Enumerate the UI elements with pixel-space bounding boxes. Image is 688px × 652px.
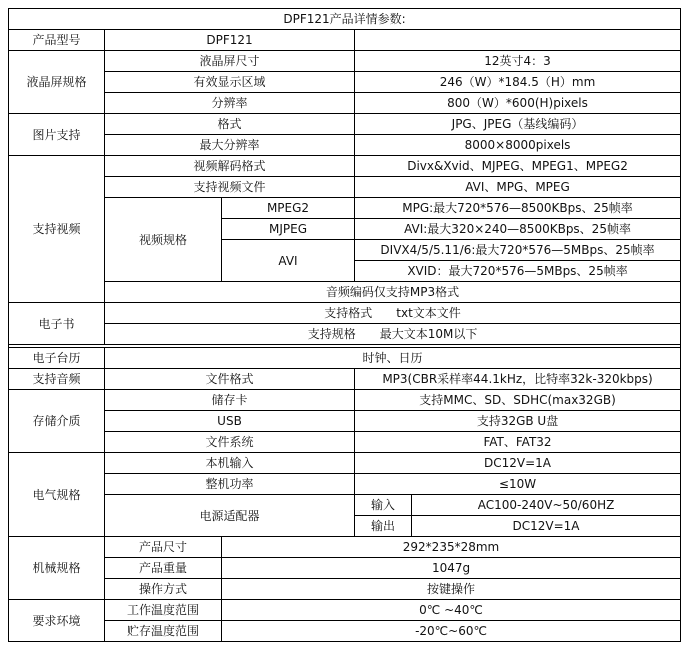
electric-power-value: ≤10W	[355, 474, 681, 495]
mechanical-category: 机械规格	[9, 537, 105, 600]
video-spec-label: 视频规格	[105, 198, 222, 282]
lcd-resolution-label: 分辨率	[105, 93, 355, 114]
mechanical-size-label: 产品尺寸	[105, 537, 222, 558]
mechanical-operation-value: 按键操作	[222, 579, 681, 600]
electric-adapter-in-value: AC100-240V~50/60HZ	[412, 495, 681, 516]
electric-adapter-in-label: 输入	[355, 495, 412, 516]
model-empty	[355, 30, 681, 51]
video-avi-divx-value: DIVX4/5/5.11/6:最大720*576—5MBps、25帧率	[355, 240, 681, 261]
environment-storage-label: 贮存温度范围	[105, 621, 222, 642]
environment-work-value: 0℃ ~40℃	[222, 600, 681, 621]
video-mjpeg-label: MJPEG	[222, 219, 355, 240]
storage-usb-label: USB	[105, 411, 355, 432]
picture-maxres-value: 8000×8000pixels	[355, 135, 681, 156]
environment-category: 要求环境	[9, 600, 105, 642]
video-audio-note: 音频编码仅支持MP3格式	[105, 282, 681, 303]
storage-fs-label: 文件系统	[105, 432, 355, 453]
video-files-label: 支持视频文件	[105, 177, 355, 198]
model-value: DPF121	[105, 30, 355, 51]
mechanical-weight-value: 1047g	[222, 558, 681, 579]
lcd-resolution-value: 800（W）*600(H)pixels	[355, 93, 681, 114]
picture-maxres-label: 最大分辨率	[105, 135, 355, 156]
video-mpeg2-value: MPG:最大720*576—8500KBps、25帧率	[355, 198, 681, 219]
picture-format-label: 格式	[105, 114, 355, 135]
lcd-area-value: 246（W）*184.5（H）mm	[355, 72, 681, 93]
video-decode-label: 视频解码格式	[105, 156, 355, 177]
ebook-category: 电子书	[9, 303, 105, 345]
audio-label: 文件格式	[105, 369, 355, 390]
environment-work-label: 工作温度范围	[105, 600, 222, 621]
environment-storage-value: -20℃~60℃	[222, 621, 681, 642]
calendar-value: 时钟、日历	[105, 348, 681, 369]
electric-input-label: 本机输入	[105, 453, 355, 474]
storage-fs-value: FAT、FAT32	[355, 432, 681, 453]
electric-power-label: 整机功率	[105, 474, 355, 495]
ebook-spec: 支持规格 最大文本10M以下	[105, 324, 681, 345]
electric-input-value: DC12V=1A	[355, 453, 681, 474]
mechanical-operation-label: 操作方式	[105, 579, 222, 600]
mechanical-weight-label: 产品重量	[105, 558, 222, 579]
video-mjpeg-value: AVI:最大320×240—8500KBps、25帧率	[355, 219, 681, 240]
picture-category: 图片支持	[9, 114, 105, 156]
spec-table	[8, 8, 681, 642]
video-files-value: AVI、MPG、MPEG	[355, 177, 681, 198]
calendar-category: 电子台历	[9, 348, 105, 369]
video-avi-xvid-value: XVID：最大720*576—5MBps、25帧率	[355, 261, 681, 282]
picture-format-value: JPG、JPEG（基线编码）	[355, 114, 681, 135]
storage-category: 存储介质	[9, 390, 105, 453]
video-avi-label: AVI	[222, 240, 355, 282]
ebook-format: 支持格式 txt文本文件	[105, 303, 681, 324]
audio-category: 支持音频	[9, 369, 105, 390]
electric-adapter-out-label: 输出	[355, 516, 412, 537]
storage-card-label: 储存卡	[105, 390, 355, 411]
video-category: 支持视频	[9, 156, 105, 303]
mechanical-size-value: 292*235*28mm	[222, 537, 681, 558]
video-mpeg2-label: MPEG2	[222, 198, 355, 219]
table-title: DPF121产品详情参数:	[9, 9, 681, 30]
lcd-size-value: 12英寸4：3	[355, 51, 681, 72]
electric-category: 电气规格	[9, 453, 105, 537]
lcd-size-label: 液晶屏尺寸	[105, 51, 355, 72]
electric-adapter-label: 电源适配器	[105, 495, 355, 537]
audio-value: MP3(CBR采样率44.1kHz，比特率32k-320kbps)	[355, 369, 681, 390]
storage-card-value: 支持MMC、SD、SDHC(max32GB)	[355, 390, 681, 411]
electric-adapter-out-value: DC12V=1A	[412, 516, 681, 537]
lcd-area-label: 有效显示区域	[105, 72, 355, 93]
video-decode-value: Divx&Xvid、MJPEG、MPEG1、MPEG2	[355, 156, 681, 177]
model-label: 产品型号	[9, 30, 105, 51]
lcd-category: 液晶屏规格	[9, 51, 105, 114]
storage-usb-value: 支持32GB U盘	[355, 411, 681, 432]
